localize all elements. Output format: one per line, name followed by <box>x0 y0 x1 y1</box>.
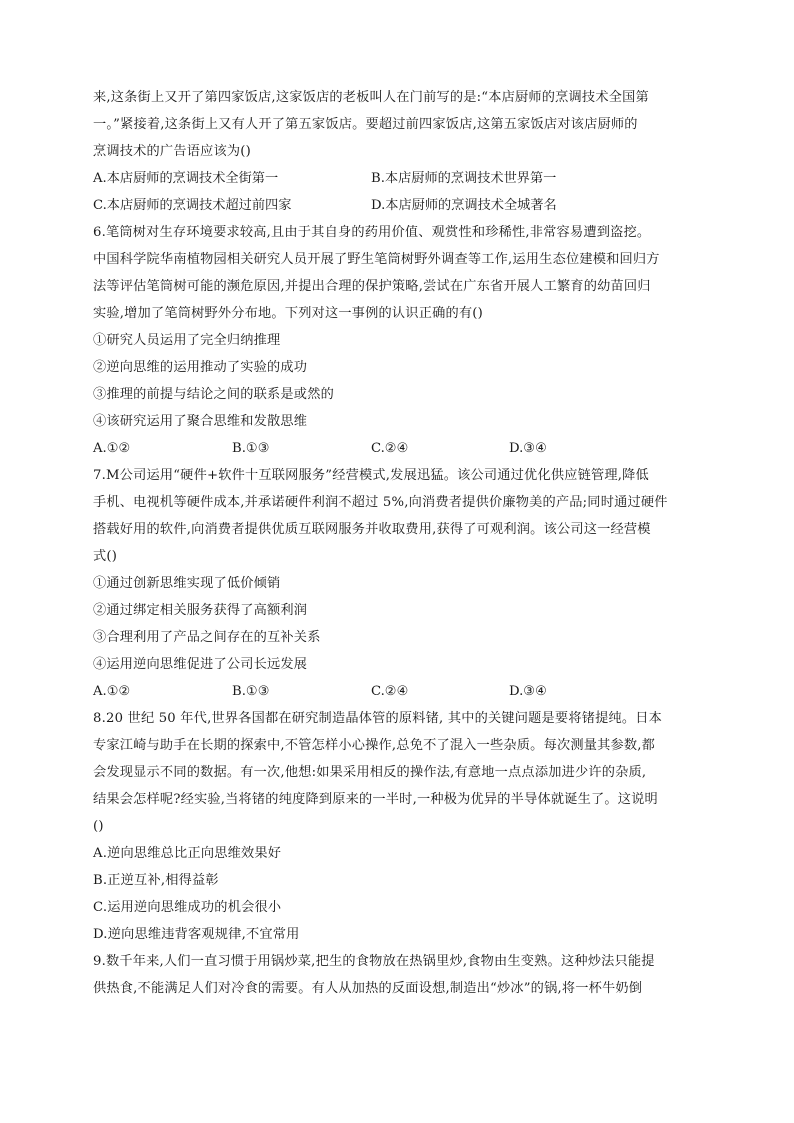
question-text-line: 8.20 世纪 50 年代,世界各国都在研究制造晶体管的原料锗, 其中的关键问题是要将锗提纯。日本 <box>93 711 663 726</box>
statement-item: ④运用逆向思维促进了公司长远发展 <box>93 657 308 672</box>
question-text-line: 专家江崎与助手在长期的探索中,不管怎样小心操作,总免不了混入一些杂质。每次测量其参数,都 <box>93 738 656 753</box>
option-d: D.逆向思维违背客观规律,不宜常用 <box>93 927 300 942</box>
question-5 <box>93 88 703 216</box>
option-c: C.本店厨师的烹调技术超过前四家 <box>93 198 292 213</box>
option-b: B.①③ <box>232 441 270 456</box>
statement-item: ②逆向思维的运用推动了实验的成功 <box>93 360 308 375</box>
question-text-line: 手机、电视机等硬件成本,并承诺硬件利润不超过 5%,向消费者提供价廉物美的产品;同时通过硬件 <box>93 495 668 510</box>
option-c: C.②④ <box>371 441 409 456</box>
question-text-line: 中国科学院华南植物园相关研究人员开展了野生笔筒树野外调查等工作,运用生态位建模和回归方 <box>93 252 660 267</box>
question-6 <box>93 223 703 459</box>
question-9 <box>93 952 703 999</box>
option-a: A.本店厨师的烹调技术全街第一 <box>93 171 279 186</box>
question-text-line: 实验,增加了笔筒树野外分布地。下列对这一事例的认识正确的有() <box>93 306 483 321</box>
option-row <box>93 169 703 189</box>
question-text-line: 来,这条街上又开了第四家饭店,这家饭店的老板叫人在门前写的是:“本店厨师的烹调技术全国第 <box>93 90 649 105</box>
option-d: D.本店厨师的烹调技术全城著名 <box>371 198 557 213</box>
question-7 <box>93 466 703 702</box>
question-text-line: 法等评估笔筒树可能的濒危原因,并提出合理的保护策略,尝试在广东省开展人工繁育的幼苗回归 <box>93 279 651 294</box>
question-text-line: 会发现显示不同的数据。有一次,他想:如果采用相反的操作法,有意地一点点添加进少许的杂质, <box>93 765 647 780</box>
question-8 <box>93 709 703 945</box>
statement-item: ②通过绑定相关服务获得了高额利润 <box>93 603 308 618</box>
option-row <box>93 439 703 459</box>
question-text-line: 6.笔筒树对生存环境要求较高,且由于其自身的药用价值、观赏性和珍稀性,非常容易遭到盗挖。 <box>93 225 651 240</box>
option-b: B.正逆互补,相得益彰 <box>93 873 219 888</box>
question-text-line: 搭载好用的软件,向消费者提供优质互联网服务并收取费用,获得了可观利润。该公司这一经营模 <box>93 522 651 537</box>
statement-item: ③推理的前提与结论之间的联系是或然的 <box>93 387 334 402</box>
statement-item: ④该研究运用了聚合思维和发散思维 <box>93 414 308 429</box>
option-b: B.本店厨师的烹调技术世界第一 <box>371 171 557 186</box>
question-text-line: 7.M公司运用“硬件+软件十互联网服务”经营模式,发展迅猛。该公司通过优化供应链管理,降低 <box>93 468 649 483</box>
option-c: C.②④ <box>371 684 409 699</box>
statement-item: ①通过创新思维实现了低价倾销 <box>93 576 281 591</box>
option-a: A.①② <box>93 684 131 699</box>
statement-item: ③合理利用了产品之间存在的互补关系 <box>93 630 321 645</box>
document-page <box>93 88 703 1006</box>
question-text-line: 供热食,不能满足人们对冷食的需要。有人从加热的反面设想,制造出“炒冰”的锅,将一杯牛奶倒 <box>93 981 643 996</box>
option-row <box>93 196 703 216</box>
option-a: A.逆向思维总比正向思维效果好 <box>93 846 282 861</box>
question-text-line: 烹调技术的广告语应该为() <box>93 144 251 159</box>
option-a: A.①② <box>93 441 131 456</box>
option-d: D.③④ <box>509 684 547 699</box>
question-text-line: 式() <box>93 549 118 564</box>
option-c: C.运用逆向思维成功的机会很小 <box>93 900 282 915</box>
statement-item: ①研究人员运用了完全归纳推理 <box>93 333 281 348</box>
question-text-line: 结果会怎样呢?经实验,当将锗的纯度降到原来的一半时,一种极为优异的半导体就诞生了。这说明 <box>93 792 658 807</box>
option-b: B.①③ <box>232 684 270 699</box>
question-text-line: () <box>93 819 104 834</box>
option-d: D.③④ <box>509 441 547 456</box>
question-text-line: 9.数千年来,人们一直习惯于用锅炒菜,把生的食物放在热锅里炒,食物由生变熟。这种炒法只能提 <box>93 954 655 969</box>
option-row <box>93 682 703 702</box>
question-text-line: 一。”紧接着,这条街上又有人开了第五家饭店。要超过前四家饭店,这第五家饭店对该店厨师的 <box>93 117 638 132</box>
